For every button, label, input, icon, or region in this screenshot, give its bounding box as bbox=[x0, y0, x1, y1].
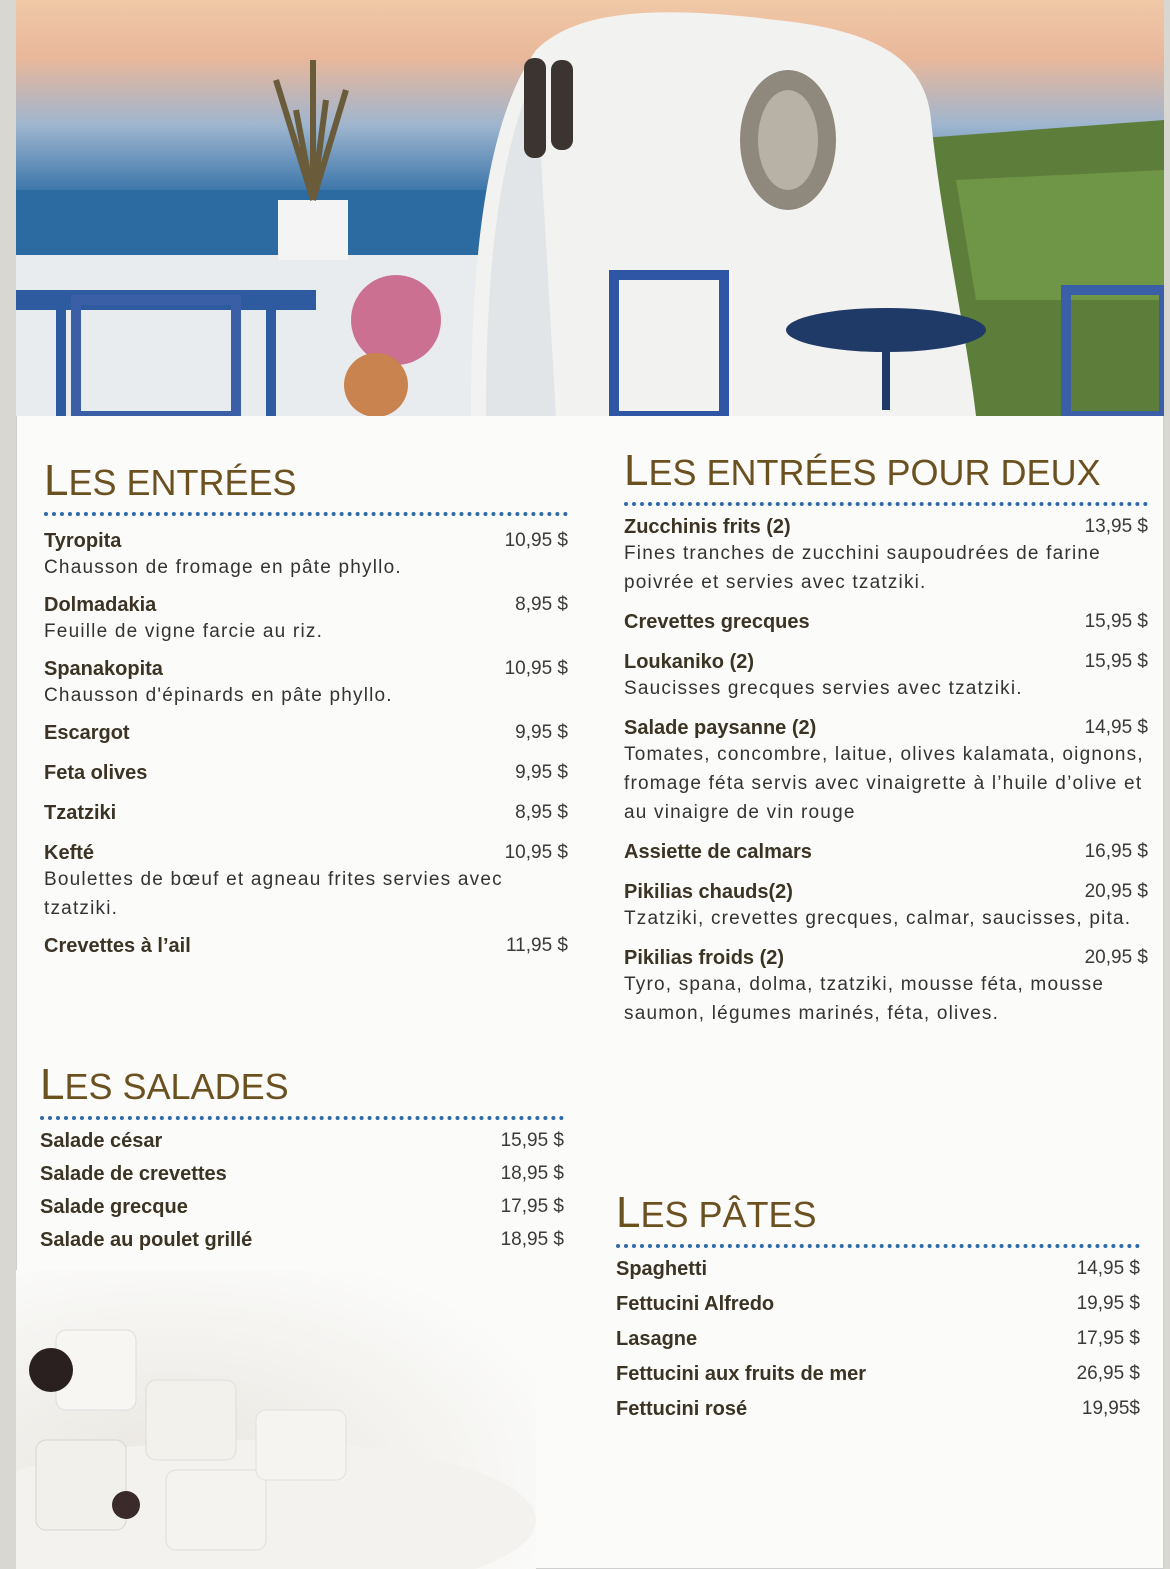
item-description: Chausson d'épinards en pâte phyllo. bbox=[44, 685, 393, 706]
item-price: 8,95 $ bbox=[515, 802, 568, 823]
item-price: 13,95 $ bbox=[1084, 516, 1148, 537]
section-title: LES ENTRÉES bbox=[44, 456, 297, 505]
item-price: 9,95 $ bbox=[515, 722, 568, 743]
feta-cheese-image bbox=[16, 1270, 536, 1569]
dotted-divider bbox=[44, 512, 568, 516]
item-name: Dolmadakia bbox=[44, 594, 157, 616]
menu-item bbox=[616, 1398, 1140, 1421]
item-description: Saucisses grecques servies avec tzatziki. bbox=[624, 678, 1023, 699]
item-name: Feta olives bbox=[44, 762, 148, 784]
item-name: Spaghetti bbox=[616, 1258, 708, 1280]
item-name: Fettucini rosé bbox=[616, 1398, 748, 1420]
item-price: 19,95$ bbox=[1081, 1398, 1140, 1419]
item-price: 15,95 $ bbox=[500, 1130, 564, 1151]
item-name: Tyropita bbox=[44, 530, 122, 552]
section-title: LES PÂTES bbox=[616, 1188, 817, 1237]
hero-photo bbox=[16, 0, 1164, 416]
menu-item bbox=[44, 762, 568, 785]
menu-item bbox=[616, 1258, 1140, 1281]
menu-item bbox=[616, 1328, 1140, 1351]
item-description: Tyro, spana, dolma, tzatziki, mousse féta, mousse saumon, légumes marinés, féta, olives. bbox=[624, 974, 1105, 1024]
item-name: Loukaniko (2) bbox=[624, 651, 755, 673]
item-price: 14,95 $ bbox=[1076, 1258, 1140, 1279]
menu-item bbox=[624, 947, 1148, 1028]
menu-item bbox=[44, 842, 568, 923]
item-name: Zucchinis frits (2) bbox=[624, 516, 791, 538]
item-name: Salade césar bbox=[40, 1130, 163, 1152]
dotted-divider bbox=[40, 1116, 564, 1120]
menu-item bbox=[624, 611, 1148, 634]
item-name: Fettucini aux fruits de mer bbox=[616, 1363, 867, 1385]
section-title: LES ENTRÉES POUR DEUX bbox=[624, 446, 1101, 495]
menu-item bbox=[44, 935, 568, 958]
item-name: Salade grecque bbox=[40, 1196, 188, 1218]
item-name: Crevettes grecques bbox=[624, 611, 810, 633]
item-description: Chausson de fromage en pâte phyllo. bbox=[44, 557, 402, 578]
item-price: 15,95 $ bbox=[1084, 651, 1148, 672]
section-salades bbox=[40, 1060, 564, 1262]
item-price: 11,95 $ bbox=[506, 935, 568, 956]
item-price: 20,95 $ bbox=[1084, 881, 1148, 902]
item-description: Tzatziki, crevettes grecques, calmar, saucisses, pita. bbox=[624, 908, 1132, 929]
item-price: 14,95 $ bbox=[1084, 717, 1148, 738]
item-description: Tomates, concombre, laitue, olives kalamata, oignons, fromage féta servis avec vinaigrette à l’huile d’olive et au vinaigre de vin rouge bbox=[624, 744, 1144, 823]
item-name: Kefté bbox=[44, 842, 95, 864]
item-name: Tzatziki bbox=[44, 802, 117, 824]
item-name: Pikilias froids (2) bbox=[624, 947, 785, 969]
menu-item bbox=[40, 1196, 564, 1219]
item-price: 17,95 $ bbox=[1076, 1328, 1140, 1349]
item-price: 9,95 $ bbox=[515, 762, 568, 783]
menu-item bbox=[624, 516, 1148, 597]
item-name: Salade au poulet grillé bbox=[40, 1229, 253, 1251]
item-price: 10,95 $ bbox=[504, 658, 568, 679]
item-price: 10,95 $ bbox=[504, 530, 568, 551]
menu-item bbox=[616, 1293, 1140, 1316]
item-price: 19,95 $ bbox=[1076, 1293, 1140, 1314]
item-price: 18,95 $ bbox=[500, 1229, 564, 1250]
menu-item bbox=[40, 1130, 564, 1153]
dotted-divider bbox=[624, 502, 1148, 506]
menu-page bbox=[16, 0, 1164, 1569]
menu-item bbox=[624, 841, 1148, 864]
item-price: 26,95 $ bbox=[1076, 1363, 1140, 1384]
item-price: 20,95 $ bbox=[1084, 947, 1148, 968]
menu-item bbox=[44, 802, 568, 825]
item-description: Boulettes de bœuf et agneau frites servies avec tzatziki. bbox=[44, 869, 503, 919]
menu-item bbox=[616, 1363, 1140, 1386]
menu-item bbox=[44, 594, 568, 646]
item-name: Lasagne bbox=[616, 1328, 698, 1350]
menu-item bbox=[44, 530, 568, 582]
item-name: Escargot bbox=[44, 722, 130, 744]
menu-item bbox=[624, 881, 1148, 933]
item-price: 8,95 $ bbox=[515, 594, 568, 615]
dotted-divider bbox=[616, 1244, 1140, 1248]
item-name: Pikilias chauds(2) bbox=[624, 881, 793, 903]
item-price: 16,95 $ bbox=[1084, 841, 1148, 862]
item-price: 10,95 $ bbox=[504, 842, 568, 863]
item-price: 18,95 $ bbox=[500, 1163, 564, 1184]
item-description: Fines tranches de zucchini saupoudrées de farine poivrée et servies avec tzatziki. bbox=[624, 543, 1101, 593]
item-name: Salade de crevettes bbox=[40, 1163, 227, 1185]
item-name: Fettucini Alfredo bbox=[616, 1293, 775, 1315]
item-description: Feuille de vigne farcie au riz. bbox=[44, 621, 324, 642]
item-name: Salade paysanne (2) bbox=[624, 717, 817, 739]
section-title: LES SALADES bbox=[40, 1060, 289, 1109]
item-name: Crevettes à l’ail bbox=[44, 935, 191, 957]
menu-item bbox=[44, 658, 568, 710]
section-pates bbox=[616, 1188, 1140, 1433]
menu-item bbox=[624, 717, 1148, 827]
item-name: Assiette de calmars bbox=[624, 841, 812, 863]
section-entrees-pour-deux bbox=[624, 446, 1148, 1042]
menu-item bbox=[44, 722, 568, 745]
menu-item bbox=[624, 651, 1148, 703]
item-name: Spanakopita bbox=[44, 658, 163, 680]
section-entrees bbox=[44, 456, 568, 975]
menu-item bbox=[40, 1229, 564, 1252]
menu-item bbox=[40, 1163, 564, 1186]
item-price: 17,95 $ bbox=[500, 1196, 564, 1217]
item-price: 15,95 $ bbox=[1084, 611, 1148, 632]
